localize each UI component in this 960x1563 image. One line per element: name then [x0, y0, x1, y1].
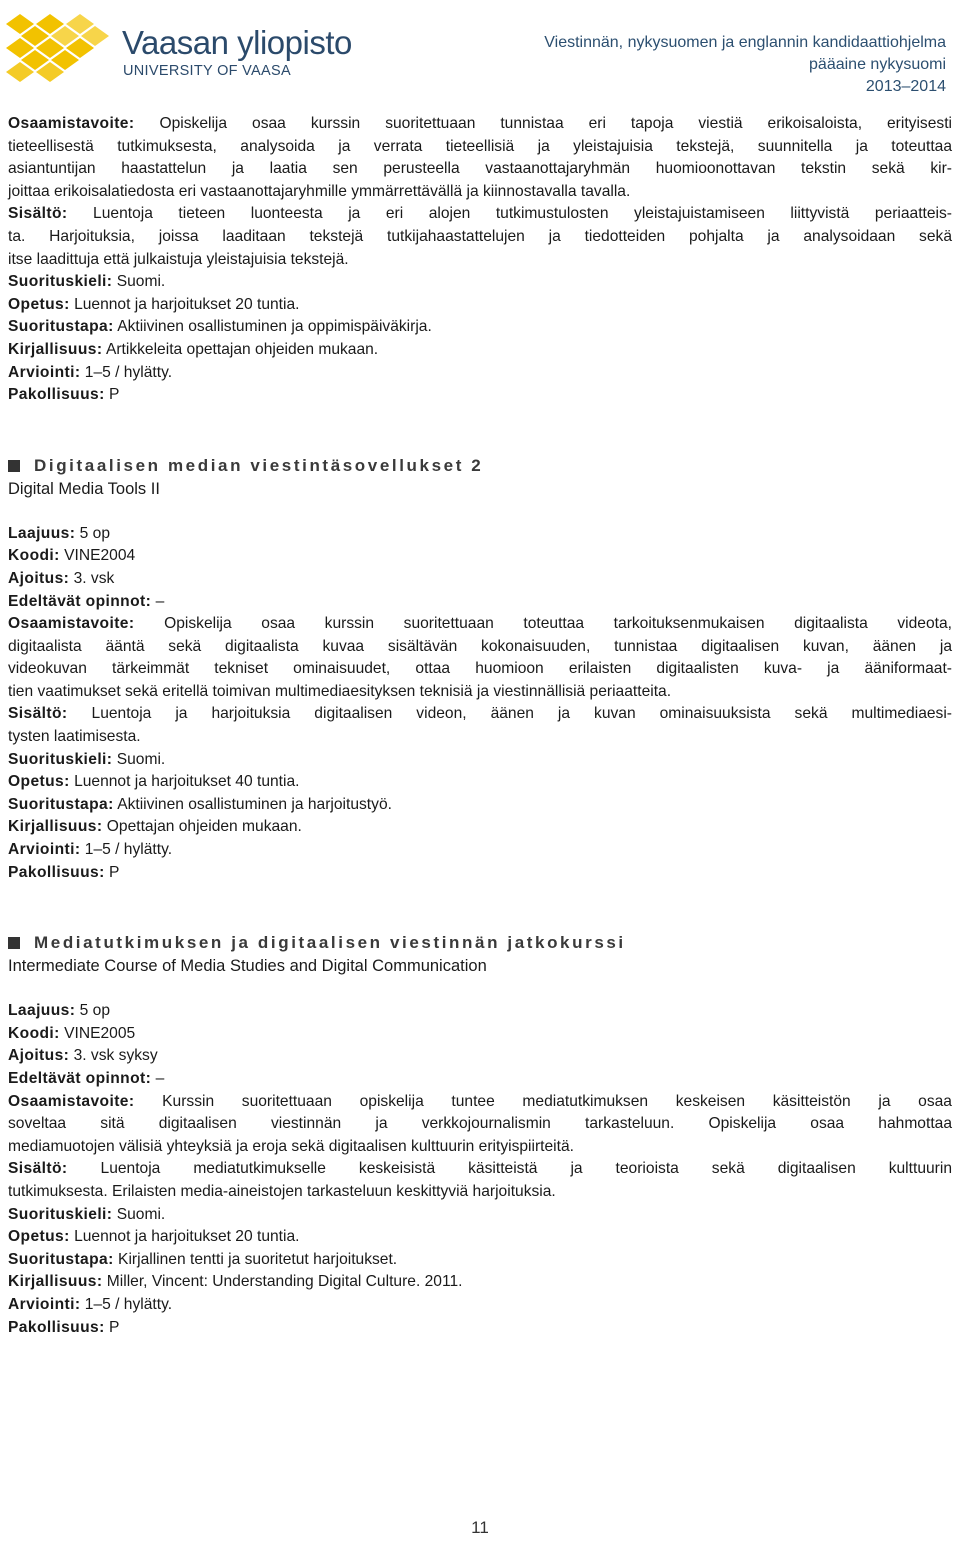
- intro-section: [8, 113, 952, 407]
- document-body: [8, 113, 952, 1339]
- text-line: tysten laatimisesta.: [8, 728, 141, 746]
- field-label: Arviointi:: [8, 1295, 81, 1313]
- arviointi-row: Arviointi: 1–5 / hylätty.: [8, 1295, 173, 1313]
- ajoitus-row: Ajoitus: 3. vsk syksy: [8, 1047, 158, 1065]
- suorituskieli-row: Suorituskieli: Suomi.: [8, 273, 166, 291]
- page-number: 11: [471, 1518, 489, 1537]
- course-title-en: Intermediate Course of Media Studies and Digital Communication: [8, 957, 487, 976]
- field-label: Suoritustapa:: [8, 795, 114, 813]
- course-title: Mediatutkimuksen ja digitaalisen viestinnän jatkokurssi: [8, 932, 952, 954]
- pakollisuus-row: Pakollisuus: P: [8, 386, 120, 404]
- edeltavat-row: Edeltävät opinnot: –: [8, 1070, 165, 1087]
- field-label: Pakollisuus:: [8, 386, 105, 404]
- field-label: Opetus:: [8, 295, 70, 313]
- opetus-row: Opetus: Luennot ja harjoitukset 20 tuntia.: [8, 295, 300, 313]
- koodi-row: Koodi: VINE2005: [8, 1024, 136, 1042]
- program-title: Viestinnän, nykysuomen ja englannin kandidaattiohjelma: [544, 34, 946, 51]
- intro-sisalto-line: Sisältö: Luentoja tieteen luonteesta ja eri alojen tutkimustulosten yleistajuistamiseen liittyvistä periaatteis-: [8, 205, 952, 223]
- field-label: Osaamistavoite:: [8, 615, 135, 633]
- course-section-vine2004: [8, 455, 952, 885]
- field-label: Kirjallisuus:: [8, 818, 103, 836]
- field-label: Osaamistavoite:: [8, 115, 135, 132]
- field-label: Suorituskieli:: [8, 273, 113, 291]
- text-line: tieteellisestä tutkimuksesta, analysoida ja verrata tieteellisiä ja yleistajuisia tekstejä, suunnitella ja toteuttaa: [8, 137, 952, 155]
- field-label: Ajoitus:: [8, 569, 70, 587]
- text-line: joittaa erikoisalatiedosta eri vastaanottajaryhmille ymmärrettävällä ja kiinnostavalla tavalla.: [8, 182, 631, 200]
- opetus-row: Opetus: Luennot ja harjoitukset 40 tuntia.: [8, 773, 300, 791]
- logo-subtitle: UNIVERSITY OF VAASA: [123, 63, 291, 79]
- field-label: Pakollisuus:: [8, 863, 105, 881]
- text-line: tutkimuksesta. Erilaisten media-aineistojen tarkasteluun keskittyviä harjoituksia.: [8, 1182, 556, 1200]
- square-bullet-icon: [8, 460, 20, 472]
- field-label: Pakollisuus:: [8, 1318, 105, 1336]
- field-label: Suoritustapa:: [8, 1250, 114, 1268]
- text-line: digitaalista ääntä sekä digitaalista kuvaa sisältävän kokonaisuuden, tunnistaa digitaalisen kuvan, äänen ja: [8, 637, 952, 655]
- suorituskieli-row: Suorituskieli: Suomi.: [8, 1205, 166, 1223]
- arviointi-row: Arviointi: 1–5 / hylätty.: [8, 841, 173, 859]
- text-line: ta. Harjoituksia, joissa laaditaan tekstejä tutkijahaastattelujen ja tiedotteiden pohjalta ja analysoidaan sekä: [8, 227, 952, 245]
- text-line: tien vaatimukset sekä eritellä toimivan multimediaesityksen teknisiä ja viestinnällisiä periaatteita.: [8, 682, 672, 700]
- pakollisuus-row: Pakollisuus: P: [8, 1318, 120, 1336]
- field-label: Laajuus:: [8, 1002, 76, 1020]
- field-label: Sisältö:: [8, 1160, 68, 1178]
- sisalto-line: Sisältö: Luentoja mediatutkimukselle keskeisistä käsitteistä ja teorioista sekä digitaalisen kulttuurin: [8, 1160, 952, 1178]
- suoritustapa-row: Suoritustapa: Aktiivinen osallistuminen ja harjoitustyö.: [8, 795, 392, 813]
- field-label: Sisältö:: [8, 205, 68, 223]
- field-label: Suoritustapa:: [8, 318, 114, 336]
- field-label: Edeltävät opinnot:: [8, 1070, 152, 1087]
- text-line: itse laadittuja että julkaistuja yleistajuisia tekstejä.: [8, 250, 349, 268]
- field-label: Sisältö:: [8, 705, 68, 723]
- field-label: Laajuus:: [8, 524, 76, 542]
- text-line: asiantuntijan haastattelun ja laatia sen perusteella vastaanottajaryhmän huomioonottavan tekstin sekä kir-: [8, 160, 952, 178]
- sisalto-line: Sisältö: Luentoja ja harjoituksia digitaalisen videon, äänen ja kuvan ominaisuuksista sekä multimediaesi-: [8, 705, 952, 723]
- field-label: Osaamistavoite:: [8, 1092, 135, 1110]
- opetus-row: Opetus: Luennot ja harjoitukset 20 tuntia.: [8, 1228, 300, 1246]
- logo-name: Vaasan yliopisto: [122, 24, 352, 61]
- field-label: Koodi:: [8, 1024, 60, 1042]
- field-label: Opetus:: [8, 1228, 70, 1246]
- text-line: soveltaa sitä digitaalisen viestinnän ja verkkojournalismin tarkasteluun. Opiskelija osaa hahmottaa: [8, 1115, 952, 1133]
- field-label: Opetus:: [8, 773, 70, 791]
- pakollisuus-row: Pakollisuus: P: [8, 863, 120, 881]
- square-bullet-icon: [8, 937, 20, 949]
- university-logo-icon: [6, 14, 110, 82]
- course-title-en: Digital Media Tools II: [8, 479, 160, 498]
- osaamistavoite-line: Osaamistavoite: Opiskelija osaa kurssin suoritettuaan toteuttaa tarkoituksenmukaisen digitaalista videota,: [8, 615, 952, 633]
- suoritustapa-row: Suoritustapa: Aktiivinen osallistuminen ja oppimispäiväkirja.: [8, 318, 432, 336]
- field-label: Arviointi:: [8, 841, 81, 859]
- kirjallisuus-row: Kirjallisuus: Artikkeleita opettajan ohjeiden mukaan.: [8, 340, 379, 358]
- field-label: Kirjallisuus:: [8, 340, 103, 358]
- arviointi-row: Arviointi: 1–5 / hylätty.: [8, 363, 173, 381]
- suorituskieli-row: Suorituskieli: Suomi.: [8, 750, 166, 768]
- field-label: Koodi:: [8, 547, 60, 565]
- osaamistavoite-line: Osaamistavoite: Kurssin suoritettuaan opiskelija tuntee mediatutkimuksen keskeisen käsitteistön ja osaa: [8, 1092, 952, 1110]
- academic-years: 2013–2014: [865, 78, 946, 95]
- intro-osaamistavoite-line: Osaamistavoite: Opiskelija osaa kurssin suoritettuaan tunnistaa eri tapoja viestiä erikoisaloista, erityisesti: [8, 115, 952, 132]
- course-section-vine2005: [8, 932, 952, 1339]
- field-label: Suorituskieli:: [8, 1205, 113, 1223]
- program-major: pääaine nykysuomi: [809, 56, 946, 73]
- field-label: Ajoitus:: [8, 1047, 70, 1065]
- laajuus-row: Laajuus: 5 op: [8, 1002, 111, 1020]
- kirjallisuus-row: Kirjallisuus: Opettajan ohjeiden mukaan.: [8, 818, 302, 836]
- koodi-row: Koodi: VINE2004: [8, 547, 136, 565]
- ajoitus-row: Ajoitus: 3. vsk: [8, 569, 115, 587]
- field-label: Suorituskieli:: [8, 750, 113, 768]
- field-label: Edeltävät opinnot:: [8, 592, 152, 610]
- laajuus-row: Laajuus: 5 op: [8, 524, 111, 542]
- suoritustapa-row: Suoritustapa: Kirjallinen tentti ja suoritetut harjoitukset.: [8, 1250, 398, 1268]
- text-line: mediamuotojen välisiä yhteyksiä ja eroja sekä digitaalisen kulttuurin erityispiirteitä.: [8, 1137, 574, 1155]
- course-title: Digitaalisen median viestintäsovellukset 2: [8, 455, 952, 477]
- text-line: videokuvan tärkeimmät tekniset ominaisuudet, ottaa huomioon erilaisten digitaalisten kuva- ja ääniformaat-: [8, 660, 952, 678]
- edeltavat-row: Edeltävät opinnot: –: [8, 592, 165, 610]
- field-label: Arviointi:: [8, 363, 81, 381]
- field-label: Kirjallisuus:: [8, 1273, 103, 1291]
- kirjallisuus-row: Kirjallisuus: Miller, Vincent: Understanding Digital Culture. 2011.: [8, 1273, 463, 1291]
- program-header: [544, 32, 946, 98]
